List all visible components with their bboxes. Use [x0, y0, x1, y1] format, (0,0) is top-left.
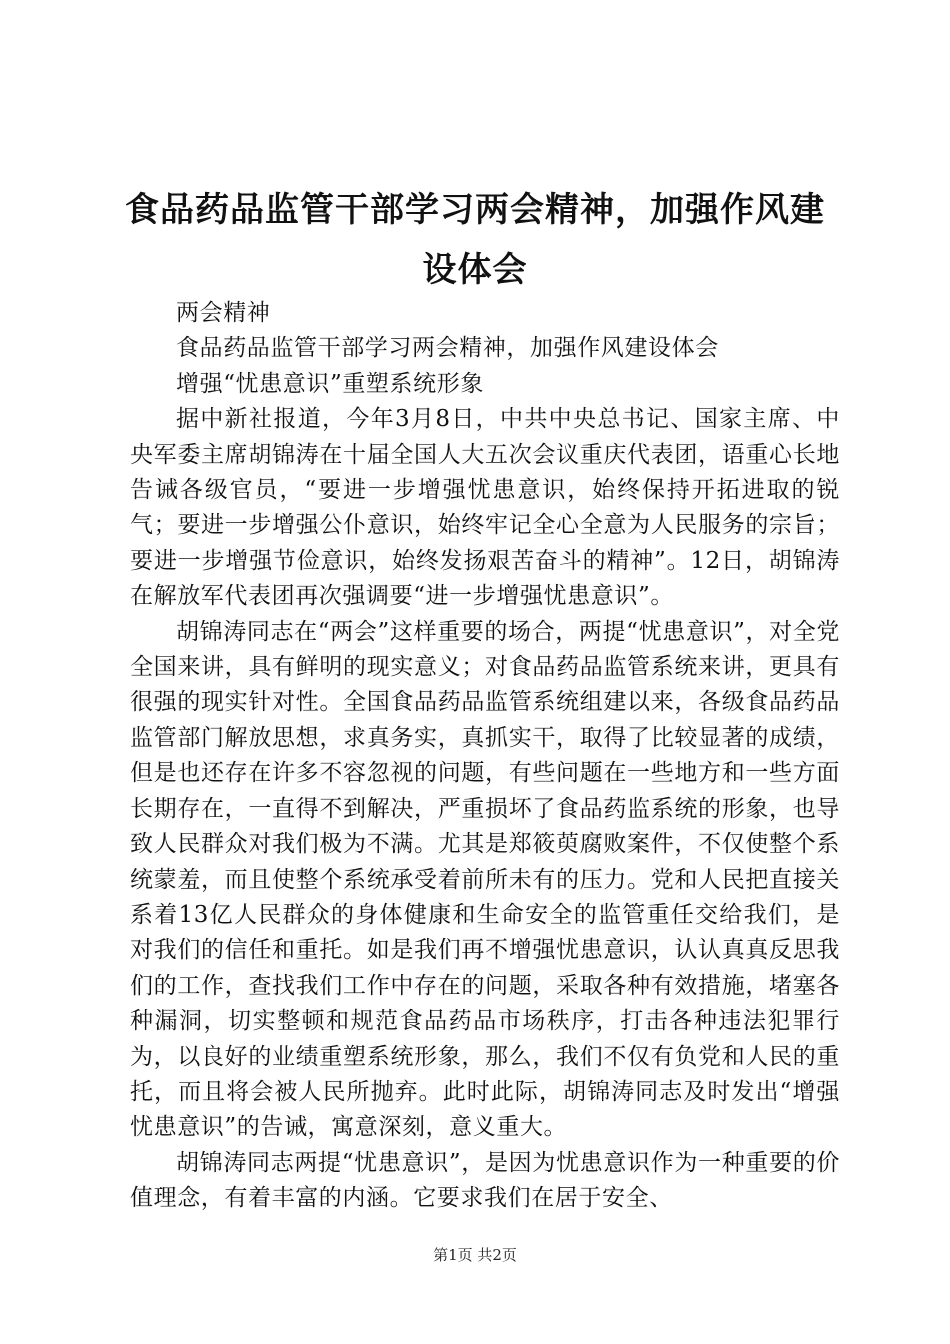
paragraph: 两会精神	[176, 300, 271, 326]
paragraph: 食品药品监管干部学习两会精神，加强作风建设体会	[176, 335, 719, 362]
document-title: 食品药品监管干部学习两会精神，加强作风建设体会	[125, 190, 825, 290]
paragraph: 胡锦涛同志两提“忧患意识”，是因为忧患意识作为一种重要的价值理念，有着丰富的内涵。它要求我们在居于安全、	[130, 1149, 840, 1212]
paragraph: 胡锦涛同志在“两会”这样重要的场合，两提“忧患意识”，对全党全国来讲，具有鲜明的现实意义；对食品药品监管系统来讲，更具有很强的现实针对性。全国食品药品监管系统组建以来，各级食品药品监管部门解放思想，求真务实，真抓实干，取得了比较显著的成绩，但是也还存在许多不容忽视的问题，有些问题在一些地方和一些方面长期存在，一直得不到解决，严重损坏了食品药监系统的形象，也导致人民群众对我们极为不满。尤其是郑筱萸腐败案件，不仅使整个系统蒙羞，而且使整个系统承受着前所未有的压力。党和人民把直接关系着13亿人民群众的身体健康和生命安全的监管重任交给我们，是对我们的信任和重托。如是我们再不增强忧患意识，认认真真反思我们的工作，查找我们工作中存在的问题，采取各种有效措施，堵塞各种漏洞，切实整顿和规范食品药品市场秩序，打击各种违法犯罪行为，以良好的业绩重塑系统形象，那么，我们不仅有负党和人民的重托，而且将会被人民所抛弃。此时此际，胡锦涛同志及时发出“增强忧患意识”的告诫，寓意深刻，意义重大。	[130, 618, 840, 1141]
paragraph: 增强“忧患意识”重塑系统形象	[176, 370, 484, 397]
document-body	[130, 296, 840, 1217]
page-footer: 第1页 共2页	[433, 1246, 517, 1264]
paragraph: 据中新社报道，今年3月8日，中共中央总书记、国家主席、中央军委主席胡锦涛在十届全国人大五次会议重庆代表团，语重心长地告诫各级官员，“要进一步增强忧患意识，始终保持开拓进取的锐气；要进一步增强公仆意识，始终牢记全心全意为人民服务的宗旨；要进一步增强节俭意识，始终发扬艰苦奋斗的精神”。12日，胡锦涛在解放军代表团再次强调要“进一步增强忧患意识”。	[130, 406, 840, 610]
